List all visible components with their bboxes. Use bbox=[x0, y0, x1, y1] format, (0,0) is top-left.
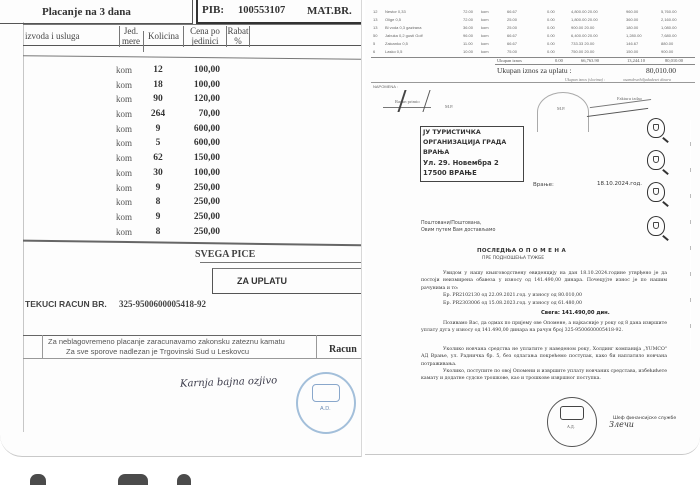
amount: 6,400.00 20.00 bbox=[571, 33, 598, 38]
signature: Злечи bbox=[609, 420, 634, 429]
greeting-line-2: Овим путем Вам достављамо bbox=[421, 228, 496, 233]
total: 1,080.00 bbox=[661, 25, 677, 30]
greeting: Поштовани/Поштована, bbox=[421, 221, 482, 226]
invoice-reference: Бр. PR2102130 од 22.09.2021.год. у износу од 80.010,00 bbox=[443, 293, 582, 298]
price: 25.00 bbox=[507, 17, 518, 22]
table-row bbox=[371, 48, 691, 56]
quantity: 264 bbox=[150, 109, 166, 120]
price: 25.00 bbox=[507, 25, 518, 30]
invoice-scan bbox=[0, 0, 362, 457]
vat: 960.00 bbox=[626, 9, 639, 14]
cropped-glyph bbox=[177, 474, 191, 485]
receipt-table bbox=[371, 0, 691, 56]
header-unit-price: Cena po jedinici bbox=[183, 26, 226, 47]
total: 5,760.00 bbox=[661, 9, 677, 14]
table-row bbox=[371, 8, 691, 16]
total: 2,160.00 bbox=[661, 17, 677, 22]
price: 120,00 bbox=[193, 94, 220, 105]
late-payment-notice: Za neblagovremeno placanje zaracunavamo zakonsku zateznu kamatu bbox=[48, 337, 285, 346]
letter-date: 18.10.2024.год. bbox=[597, 181, 643, 187]
seal-placeholder: M.P. bbox=[557, 106, 566, 111]
price: 600,00 bbox=[193, 138, 220, 149]
account-number: 325-9500600005418-92 bbox=[119, 299, 206, 309]
qty: 72.00 bbox=[463, 17, 474, 22]
qty: 10.00 bbox=[463, 49, 474, 54]
total: 880.00 bbox=[661, 41, 674, 46]
quantity: 9 bbox=[155, 123, 161, 134]
notice-title: ПОСЛЕДЊА О П О М Е Н А bbox=[477, 248, 567, 254]
paragraph-payment-request: Позивамо Вас, да одмах по пријему ове Опомене, а најкасније у року од 8 дана извршите уплату дуга у износу од 141.490,00 динара на рачун број 325-9500600005418-92. bbox=[421, 321, 667, 334]
divider bbox=[371, 82, 695, 83]
idx: 13 bbox=[373, 25, 378, 30]
scan-edge bbox=[690, 120, 691, 350]
amount-in-words: osamdesethiljadadeset dinara bbox=[623, 77, 671, 82]
table-row bbox=[371, 32, 691, 40]
unit: kom bbox=[116, 182, 133, 193]
item-name: Bl voda 0,3 gazirana bbox=[385, 25, 422, 30]
unit: kom bbox=[116, 197, 133, 208]
signature-icon bbox=[397, 90, 430, 112]
divider bbox=[495, 64, 695, 65]
idx: 13 bbox=[373, 17, 378, 22]
quantity: 5 bbox=[155, 138, 161, 149]
subtotal-vat: 13,244.10 bbox=[627, 58, 645, 63]
unit: kom bbox=[116, 123, 133, 134]
unit: kom bbox=[481, 49, 489, 54]
header-quantity: Kolicina bbox=[143, 31, 183, 52]
note-label: NAPOMENA : bbox=[373, 84, 398, 89]
stamp-icon bbox=[537, 92, 589, 132]
place-label: Врање: bbox=[533, 182, 554, 188]
amount-due-label: ZA UPLATU bbox=[237, 276, 287, 286]
idx: 50 bbox=[373, 33, 378, 38]
mat-label: MAT.BR. bbox=[307, 5, 352, 17]
table-row bbox=[0, 80, 362, 95]
price: 75.00 bbox=[507, 49, 518, 54]
account-label: TEKUCI RACUN BR. bbox=[25, 299, 107, 309]
discount: 0.00 bbox=[547, 33, 555, 38]
price: 66.67 bbox=[507, 9, 518, 14]
vat: 360.00 bbox=[626, 17, 639, 22]
table-row bbox=[0, 109, 362, 124]
discount: 0.00 bbox=[547, 25, 555, 30]
handwritten-note: Karnja bajna ozjivo bbox=[179, 375, 278, 390]
amount: 750.00 20.00 bbox=[571, 49, 595, 54]
unit: kom bbox=[116, 211, 133, 222]
price: 250,00 bbox=[193, 211, 220, 222]
address-line: ВРАЊА bbox=[423, 149, 450, 156]
item-name: Zaicanko 0,5 bbox=[385, 41, 408, 46]
amount: 4,800.00 20.00 bbox=[571, 9, 598, 14]
stamp-emblem bbox=[560, 406, 584, 420]
table-row bbox=[0, 212, 362, 227]
address-line: 17500 ВРАЊЕ bbox=[423, 169, 477, 177]
grand-total-label: Ukupan iznos za uplatu : bbox=[497, 66, 572, 75]
unit: kom bbox=[116, 226, 133, 237]
amount-due-box bbox=[212, 268, 362, 294]
signature-icon bbox=[587, 99, 651, 117]
notice-subtitle: ПРЕ ПОДНОШЕЊА ТУЖБЕ bbox=[482, 256, 545, 261]
unit: kom bbox=[116, 94, 133, 105]
table-row bbox=[0, 153, 362, 168]
item-name: Lasko 0,5 bbox=[385, 49, 403, 54]
amount: 1,800.00 20.00 bbox=[571, 17, 598, 22]
price: 70,00 bbox=[198, 109, 220, 120]
unit: kom bbox=[116, 109, 133, 120]
vat: 1,280.00 bbox=[626, 33, 642, 38]
stamp-text: A.D. bbox=[320, 406, 331, 412]
stamp-text: А.Д. bbox=[567, 424, 575, 429]
coat-of-arms-icon bbox=[647, 182, 665, 202]
amount: 733.33 20.00 bbox=[571, 41, 595, 46]
item-name: Jabuka 0,2 gusti Golf bbox=[385, 33, 423, 38]
amount: 900.00 20.00 bbox=[571, 25, 595, 30]
jurisdiction-notice: Za sve sporove nadlezan je Trgovinski Sud u Leskovcu bbox=[66, 347, 250, 356]
table-row bbox=[0, 183, 362, 198]
idx: 5 bbox=[373, 41, 376, 46]
header-unit: Jed. mere bbox=[119, 26, 142, 47]
address-line: Ул. 29. Новембра 2 bbox=[423, 159, 499, 167]
pib-label: PIB: bbox=[202, 4, 224, 16]
vat: 150.00 bbox=[626, 49, 639, 54]
coat-of-arms-icon bbox=[647, 150, 665, 170]
total-owed: Свега: 141.490,00 дин. bbox=[541, 310, 610, 316]
price: 250,00 bbox=[193, 197, 220, 208]
table-row bbox=[371, 40, 691, 48]
qty: 36.00 bbox=[463, 25, 474, 30]
invoice-reference: Бр. PR2303006 од 15.08.2023.год. у износу од 61.480,00 bbox=[443, 301, 582, 306]
quantity: 62 bbox=[153, 153, 163, 164]
unit: kom bbox=[116, 79, 133, 90]
price: 100,00 bbox=[193, 167, 220, 178]
stamp-emblem bbox=[312, 384, 340, 402]
discount: 0.00 bbox=[547, 9, 555, 14]
item-name: Olige 0,5 bbox=[385, 17, 402, 22]
subtotal-total: 80,010.00 bbox=[665, 58, 683, 63]
paragraph-avoid-costs: Уколико, поступите по овој Опомени и извршите уплату новчаних средстава, избећићете камату и додатне судске трошкове, као и трошкове извршног поступка. bbox=[421, 369, 667, 382]
unit: kom bbox=[116, 65, 133, 75]
cropped-glyph bbox=[30, 474, 46, 485]
price: 100,00 bbox=[193, 79, 220, 90]
table-row bbox=[371, 16, 691, 24]
issued-by-label: Fakturu izdao bbox=[617, 96, 642, 101]
qty: 11.00 bbox=[463, 41, 473, 46]
unit: kom bbox=[116, 138, 133, 149]
address-line: ЈУ ТУРИСТИЧКА bbox=[423, 129, 481, 136]
quantity: 8 bbox=[155, 197, 161, 208]
paragraph-balance: Увидом у нашу књиговодствену евиденцију на дан 18.10.2024.године утврђено је да постоји неизмирена обавеза у износу од 141.490,00 динара. Почецујте износ је по нашим рачунима и то: bbox=[421, 271, 667, 291]
qty: 72.00 bbox=[463, 9, 474, 14]
table-row bbox=[371, 24, 691, 32]
cropped-glyph bbox=[118, 474, 148, 485]
unit: kom bbox=[481, 33, 489, 38]
signer-role: Шеф финансијске службе bbox=[613, 416, 677, 421]
pib-value: 100553107 bbox=[238, 5, 286, 16]
coat-of-arms-icon bbox=[647, 216, 665, 236]
discount: 0.00 bbox=[547, 41, 555, 46]
received-by-label: Racun primio bbox=[395, 99, 420, 104]
price: 66.67 bbox=[507, 41, 518, 46]
items-table-body bbox=[0, 65, 362, 241]
quantity: 90 bbox=[153, 94, 163, 105]
divider bbox=[200, 262, 362, 263]
table-row bbox=[0, 94, 362, 109]
total: 7,680.00 bbox=[661, 33, 677, 38]
price: 250,00 bbox=[193, 226, 220, 237]
unit: kom bbox=[481, 9, 489, 14]
unit: kom bbox=[481, 41, 489, 46]
idx: 6 bbox=[373, 49, 376, 54]
quantity: 9 bbox=[155, 211, 161, 222]
price: 100,00 bbox=[193, 65, 220, 75]
header-discount: Rabat % bbox=[227, 26, 249, 46]
quantity: 18 bbox=[153, 79, 163, 90]
cropped-content-strip bbox=[0, 466, 700, 485]
divider bbox=[371, 57, 695, 58]
price: 600,00 bbox=[193, 123, 220, 134]
grand-total-value: 80,010.00 bbox=[646, 66, 676, 75]
quantity: 30 bbox=[153, 167, 163, 178]
header-description: izvoda i usluga bbox=[25, 31, 80, 41]
items-table-header bbox=[23, 24, 362, 46]
quantity: 8 bbox=[155, 226, 161, 237]
subtotal-amount: 66,763.90 bbox=[581, 58, 599, 63]
unit: kom bbox=[481, 17, 489, 22]
invoice-label: Racun bbox=[329, 344, 357, 355]
total-label: SVEGA PICE bbox=[195, 249, 256, 260]
idx: 12 bbox=[373, 9, 378, 14]
price: 150,00 bbox=[193, 153, 220, 164]
subtotal-discount: 0.00 bbox=[555, 58, 563, 63]
amount-in-words-label: Ukupan iznos (slovima) : bbox=[565, 77, 606, 82]
coat-of-arms-icon bbox=[647, 118, 665, 138]
item-name: Nestor 0,33 bbox=[385, 9, 406, 14]
table-row bbox=[0, 65, 362, 80]
price: 250,00 bbox=[193, 182, 220, 193]
vat: 146.67 bbox=[626, 41, 639, 46]
subtotal-label: Ukupan iznos bbox=[497, 58, 522, 63]
discount: 0.00 bbox=[547, 17, 555, 22]
unit: kom bbox=[481, 25, 489, 30]
notice-scan bbox=[365, 0, 700, 455]
table-row bbox=[0, 124, 362, 139]
table-row bbox=[0, 197, 362, 212]
seal-placeholder: M.P. bbox=[445, 104, 454, 109]
unit: kom bbox=[116, 167, 133, 178]
payment-terms: Placanje na 3 dana bbox=[42, 6, 131, 18]
quantity: 9 bbox=[155, 182, 161, 193]
discount: 0.00 bbox=[547, 49, 555, 54]
stamp-icon bbox=[296, 372, 356, 434]
vat: 180.00 bbox=[626, 25, 639, 30]
stamp-icon bbox=[547, 397, 597, 447]
table-row bbox=[371, 0, 691, 8]
qty: 96.00 bbox=[463, 33, 474, 38]
total: 900.00 bbox=[661, 49, 674, 54]
price: 66.67 bbox=[507, 33, 518, 38]
table-row bbox=[0, 168, 362, 183]
divider bbox=[23, 55, 362, 60]
unit: kom bbox=[116, 153, 133, 164]
address-line: ОРГАНИЗАЦИЈА ГРАДА bbox=[423, 139, 507, 146]
paragraph-legal-action: Уколико новчана средства не уплатите у наведеном року, Холдинг компанија „YUMCO" АД Врање, ул. Радничка бр. 5, без одлагања покрећемо поступак, како би наплатило новчана потраживања. bbox=[421, 347, 667, 367]
quantity: 12 bbox=[153, 65, 163, 75]
table-row bbox=[0, 138, 362, 153]
